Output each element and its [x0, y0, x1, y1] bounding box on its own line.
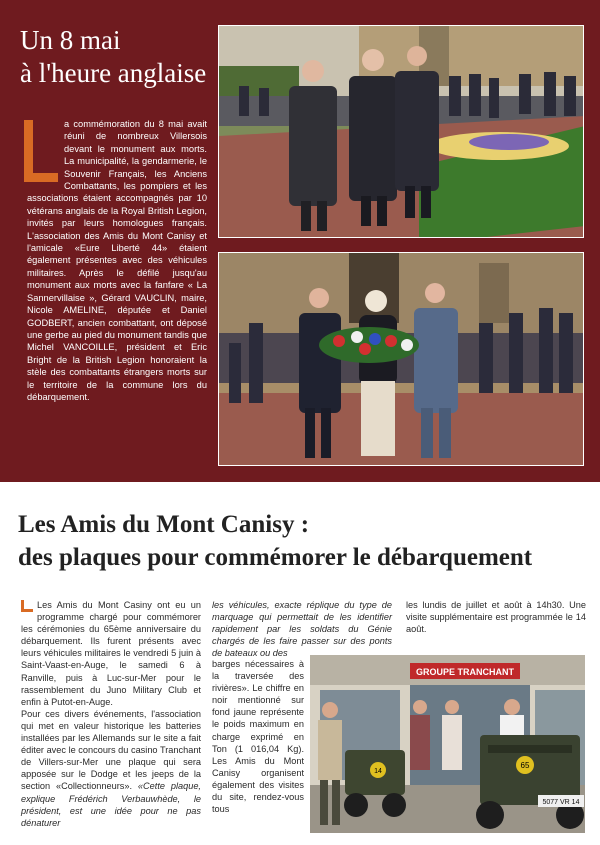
article1-body [27, 118, 207, 403]
article2-col1-paragraph1: Les Amis du Mont Casiny ont eu un programme chargé pour commémorer les cérémonies du 65ème anniversaire du débarquement. Ils furent présents avec leurs véhicules militaires le vendredi 5 juin à Saint-Vaast-en-Auge, le samedi 6 à Ranville, puis à Luc-sur-Mer pour le rassemblement du Juno Military Club et enfin à Putot-en-Auge. [21, 600, 201, 707]
article2-column-2-top [212, 599, 392, 659]
ceremony-photo-1 [218, 25, 584, 238]
article2-title-line1: Les Amis du Mont Canisy : [18, 511, 310, 538]
article1-text: a commémoration du 8 mai avait réuni de nombreux Villersois devant le monument aux morts. La municipalité, la gendarmerie, le Souvenir Français, les Anciens Combattants, les pompiers et les associations étaient accompagnés par 10 vétérans anglais de la Royal British Legion, invités par leurs homologues français. L'association des Amis du Mont Canisy et l'amicale «Eure Liberté 44» étaient également présentes avec des véhicules militaires. Après le défilé jusqu'au monument aux morts avec la fanfare « La Sannervillaise », Gérard VAUCLIN, maire, Nicole AMELINE, députée et Daniel GODBERT, ancien combattant, ont déposé une gerbe au pied du monument tandis que Michel VANCOILLE, président et Eric Bright de la British Legion honoraient la stèle des combattants étrangers morts sur le territoire de la commune lors du débarquement. [27, 119, 207, 402]
plate-right: 5077 VR 14 [542, 799, 580, 806]
article1-title-line2: à l'heure anglaise [20, 58, 207, 88]
article1-title-line1: Un 8 mai [20, 25, 121, 55]
jeep-photo [310, 655, 585, 833]
badge-right: 65 [520, 761, 530, 770]
article2-col2-top: les véhicules, exacte réplique du type de marquage qui permettait de les identifier rapidement par les soldats du Génie chargés de les faire passer sur des ponts de bateaux ou des [212, 600, 392, 659]
ceremony-photo-2 [218, 252, 584, 466]
badge-left: 14 [374, 768, 382, 775]
article2-title [18, 508, 588, 574]
article2-column-2-bottom [212, 658, 304, 815]
casino-sign: GROUPE TRANCHANT [416, 667, 514, 677]
article2-col2-bottom: barges nécessaires à la traversée des rivières». Le chiffre en noir mentionné sur fond jaune représente le poids maximum en charge exprimé en Ton (1 016,04 Kg). Les Amis du Mont Canisy organisent également des visites du site, rendez-vous tous [212, 659, 304, 815]
article1-title [20, 24, 220, 90]
article2-col1-quote: «Cette plaque, explique Frédérich Verbauwhède, le président, est une idée pour ne pas dénaturer [21, 781, 201, 828]
article2-dropcap-mark [21, 600, 33, 612]
article2-column-3 [406, 599, 586, 635]
article2-title-line2: des plaques pour commémorer le débarquement [18, 544, 533, 571]
article2-column-1 [21, 599, 201, 829]
article2-col1-paragraph2: Pour ces divers événements, l'association qui met en valeur historique les batteries installées par les Allemands sur le site a fait éditer avec le concours du casino Tranchant de Villers-sur-Mer une plaque qui sera apposée sur le Dodge et les jeeps de la section «Collectionneurs». [21, 708, 201, 792]
article1-dropcap [24, 120, 58, 182]
article2-col3-top: les lundis de juillet et août à 14h30. Une visite supplémentaire est programmée le 14 août. [406, 600, 586, 635]
